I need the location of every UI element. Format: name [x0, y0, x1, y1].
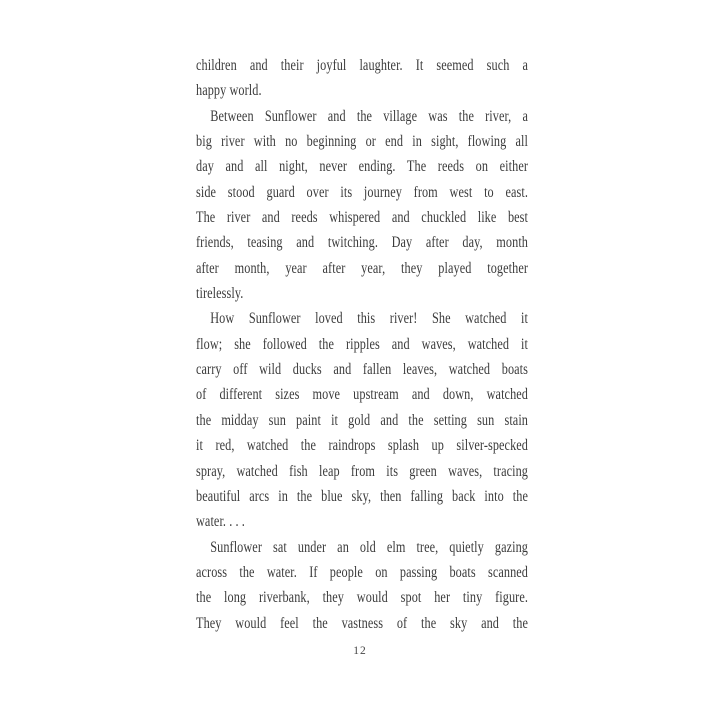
text-line: Between Sunflower and the village was the river, a [210, 107, 529, 125]
text-line: friends, teasing and twitching. Day after day, month [196, 234, 529, 252]
text-line: spray, watched fish leap from its green waves, tracing [196, 462, 529, 480]
text-line: carry off wild ducks and fallen leaves, watched boats [196, 361, 529, 379]
text-line: flow; she followed the ripples and waves, watched it [196, 335, 529, 353]
text-line: children and their joyful laughter. It seemed such a [196, 57, 529, 74]
text-line: tirelessly. [196, 285, 244, 303]
text-line: Sunflower sat under an old elm tree, quietly gazing [210, 538, 529, 556]
page-number: 12 [353, 645, 367, 657]
text-line: happy world. [196, 82, 262, 100]
text-line: after month, year after year, they played together [196, 259, 529, 277]
text-line: the midday sun paint it gold and the setting sun stain [196, 411, 529, 429]
text-line: day and all night, never ending. The reeds on either [196, 158, 529, 176]
text-line: beautiful arcs in the blue sky, then falling back into the [196, 487, 529, 505]
text-line: across the water. If people on passing boats scanned [196, 563, 529, 581]
text-line: it red, watched the raindrops splash up silver-specked [196, 437, 529, 455]
text-line: How Sunflower loved this river! She watched it [210, 310, 529, 328]
text-line: of different sizes move upstream and down, watched [196, 386, 529, 404]
text-line: side stood guard over its journey from west to east. [196, 183, 529, 201]
text-block [196, 53, 528, 636]
text-line: big river with no beginning or end in sight, flowing all [196, 133, 529, 151]
text-line: the long riverbank, they would spot her tiny figure. [196, 589, 529, 607]
text-line: water. . . . [196, 513, 245, 531]
text-line: The river and reeds whispered and chuckled like best [196, 209, 529, 227]
text-line: They would feel the vastness of the sky and the [196, 614, 529, 632]
